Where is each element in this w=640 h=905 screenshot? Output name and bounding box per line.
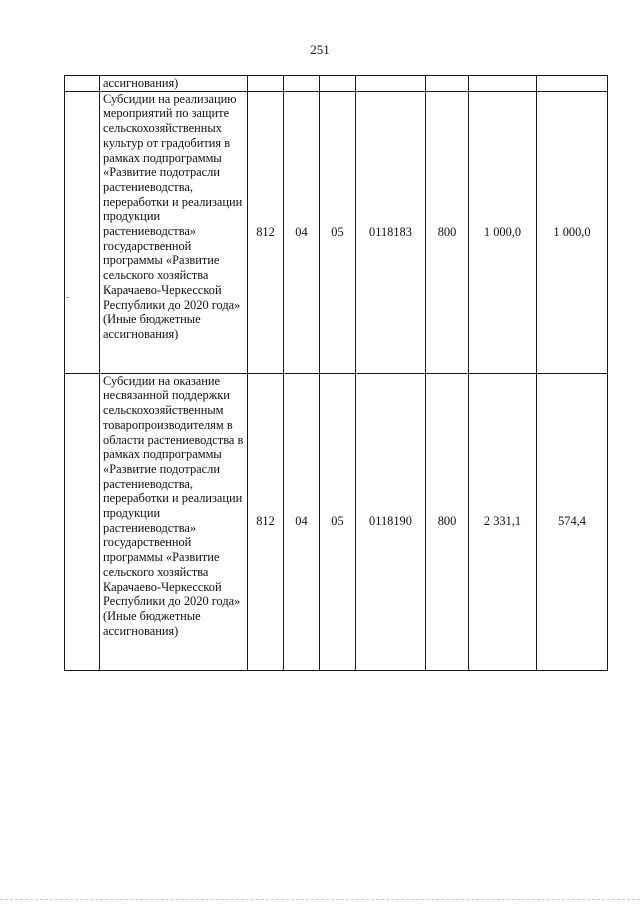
target-article-cell bbox=[356, 76, 426, 92]
ministry-code-cell bbox=[248, 76, 284, 92]
table-row bbox=[65, 76, 608, 92]
subsection-code-cell: 05 bbox=[320, 373, 356, 670]
subsection-code-cell bbox=[320, 76, 356, 92]
expense-type-cell: 800 bbox=[426, 91, 469, 373]
expense-name-cell: Субсидии на реализацию мероприятий по защите сельскохозяйственных культур от градобития в рамках подпрограммы «Развитие подотрасли растениеводства, переработки и реализации продукции растениеводства» государственной программы «Развитие сельского хозяйства Карачаево-Черкесской Республики до 2020 года» (Иные бюджетные ассигнования) bbox=[100, 91, 248, 373]
budget-table bbox=[64, 75, 608, 671]
amount-2-cell: 574,4 bbox=[537, 373, 608, 670]
scan-speck bbox=[66, 297, 69, 298]
target-article-cell: 0118183 bbox=[356, 91, 426, 373]
table-row bbox=[65, 91, 608, 373]
section-code-cell: 04 bbox=[284, 91, 320, 373]
expense-type-cell bbox=[426, 76, 469, 92]
table-row bbox=[65, 373, 608, 670]
amount-1-cell: 2 331,1 bbox=[469, 373, 537, 670]
target-article-cell: 0118190 bbox=[356, 373, 426, 670]
ministry-code-cell: 812 bbox=[248, 91, 284, 373]
expense-type-cell: 800 bbox=[426, 373, 469, 670]
scan-bottom-edge bbox=[0, 899, 640, 902]
row-number-cell bbox=[65, 373, 100, 670]
amount-1-cell bbox=[469, 76, 537, 92]
expense-name-cell: ассигнования) bbox=[100, 76, 248, 92]
page-number: 251 bbox=[310, 42, 330, 57]
row-number-cell bbox=[65, 91, 100, 373]
amount-1-cell: 1 000,0 bbox=[469, 91, 537, 373]
amount-2-cell: 1 000,0 bbox=[537, 91, 608, 373]
ministry-code-cell: 812 bbox=[248, 373, 284, 670]
amount-2-cell bbox=[537, 76, 608, 92]
section-code-cell bbox=[284, 76, 320, 92]
section-code-cell: 04 bbox=[284, 373, 320, 670]
row-number-cell bbox=[65, 76, 100, 92]
subsection-code-cell: 05 bbox=[320, 91, 356, 373]
expense-name-cell: Субсидии на оказание несвязанной поддержки сельскохозяйственным товаропроизводителям в области растениеводства в рамках подпрограммы «Развитие подотрасли растениеводства, переработки и реализации продукции растениеводства» государственной программы «Развитие сельского хозяйства Карачаево-Черкесской Республики до 2020 года» (Иные бюджетные ассигнования) bbox=[100, 373, 248, 670]
